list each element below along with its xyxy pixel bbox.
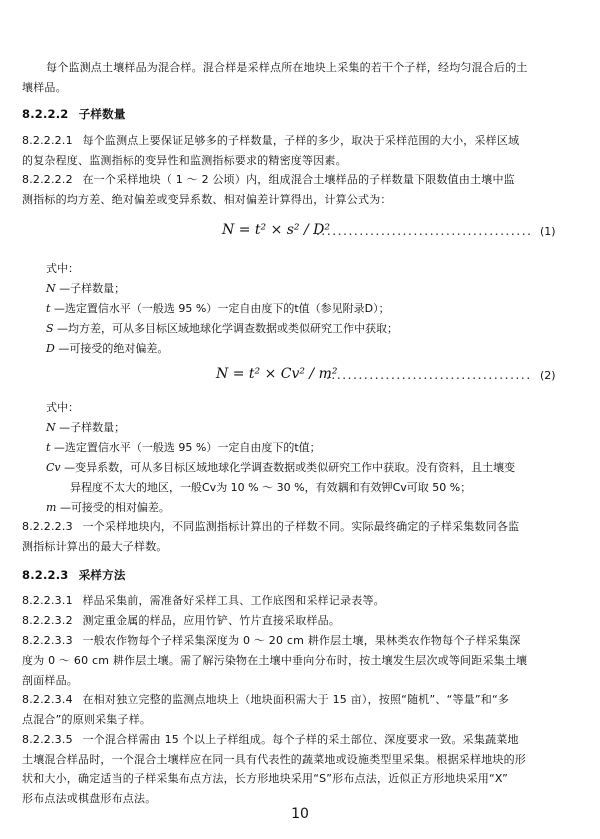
clause-text: 一般农作物每个子样采集深度为 0 ～ 20 cm 耕作层土壤，果林类农作物每个子样采集深 (82, 634, 521, 647)
symbol: N (46, 282, 56, 295)
intro-line-2: 壤样品。 (22, 81, 67, 94)
clause-8-2-2-2-3-line-2: 测指标计算出的最大子样数。 (22, 540, 168, 553)
symbol: D (46, 342, 55, 355)
section-title: 子样数量 (78, 107, 126, 121)
clause-8-2-2-2-2-line-2: 测指标的均方差、绝对偏差或变异系数、相对偏差计算得出，计算公式为： (22, 193, 392, 206)
clause-number: 8.2.2.3.2 (22, 614, 73, 627)
clause-text: 测定重金属的样品，应用竹铲、竹片直接采取样品。 (82, 614, 341, 627)
clause-text: 一个混合样需由 15 个以上子样组成。每个子样的采土部位、深度要求一致。采集蔬菜地 (82, 733, 519, 746)
where1-item-S (46, 319, 398, 339)
where2-item-Cv-continued: 异程度不太大的地区，一般Cv为 10 % ～ 30 %，有效耦和有效钾Cv可取 50 %； (70, 481, 472, 494)
clause-number: 8.2.2.3.3 (22, 634, 73, 647)
definition: —可接受的相对偏差。 (59, 501, 170, 514)
formula-1-number: (1) (540, 225, 556, 238)
clause-8-2-2-2-2-line-1 (22, 170, 577, 190)
definition: —变异系数，可从多目标区域地球化学调查数据或类似研究工作中获取。没有资料，且土壤变 (64, 461, 516, 474)
clause-8-2-2-3-4-line-1 (22, 690, 577, 710)
clause-8-2-2-3-4-line-2: 点混合”的原则采集子样。 (22, 713, 152, 726)
clause-8-2-2-3-5-line-1 (22, 730, 577, 750)
symbol: Cv (46, 461, 61, 474)
where-label-1: 式中： (46, 262, 79, 275)
definition: —子样数量； (59, 282, 126, 295)
where2-item-N (46, 418, 125, 438)
formula-2-leader: ...................................... (326, 368, 532, 382)
symbol: m (46, 501, 57, 514)
definition: —均方差，可从多目标区域地球化学调查数据或类似研究工作中获取； (57, 322, 399, 335)
clause-number: 8.2.2.3.4 (22, 693, 73, 706)
clause-text: 每个监测点上要保证足够多的子样数量，子样的多少，取决于采样范围的大小，采样区域 (82, 134, 520, 147)
formula-2-number: (2) (540, 369, 556, 382)
where1-item-N (46, 279, 125, 299)
clause-number: 8.2.2.3.1 (22, 594, 73, 607)
clause-text: 一个采样地块内，不同监测指标计算出的子样数不同。实际最终确定的子样采集数同各监 (82, 520, 520, 533)
clause-8-2-2-3-2 (22, 611, 577, 631)
clause-number: 8.2.2.2.3 (22, 520, 73, 533)
formula-2: N = t² × Cv² / m² (216, 366, 338, 382)
clause-number: 8.2.2.2.2 (22, 173, 73, 186)
clause-number: 8.2.2.3.5 (22, 733, 73, 746)
where2-item-t (46, 438, 321, 458)
section-title: 采样方法 (78, 568, 126, 582)
where1-item-D (46, 339, 168, 359)
section-number: 8.2.2.3 (22, 568, 69, 582)
clause-8-2-2-2-3-line-1 (22, 517, 577, 537)
section-number: 8.2.2.2 (22, 107, 69, 121)
clause-8-2-2-2-1-line-1 (22, 131, 577, 151)
symbol: S (46, 322, 54, 335)
definition: —可接受的绝对偏差。 (58, 342, 169, 355)
definition: —选定置信水平（一般选 95 %）一定自由度下的t值（参见附录D）； (53, 302, 390, 315)
clause-text: 样品采集前，需准备好采样工具、工作底图和采样记录表等。 (82, 594, 385, 607)
section-heading-8-2-2-3 (22, 565, 577, 585)
clause-8-2-2-3-5-line-3: 状和大小，确定适当的子样采集布点方法，长方形地块采用“S”形布点法，近似正方形地块采用“X” (22, 772, 509, 785)
clause-text: 在相对独立完整的监测点地块上（地块面积需大于 15 亩），按照“随机”、“等量”和“多 (82, 693, 510, 706)
where2-item-Cv (46, 458, 515, 478)
symbol: t (46, 441, 51, 454)
intro-line-1: 每个监测点土壤样品为混合样。混合样是采样点所在地块上采集的若干个子样，经均匀混合后的土 (46, 61, 528, 74)
definition: —选定置信水平（一般选 95 %）一定自由度下的t值； (53, 441, 321, 454)
formula-1: N = t² × s² / D² (222, 222, 331, 238)
symbol: t (46, 302, 51, 315)
where1-item-t (46, 299, 390, 319)
clause-8-2-2-3-5-line-4: 形布点法或棋盘形布点法。 (22, 792, 157, 805)
clause-8-2-2-3-1 (22, 591, 577, 611)
clause-text: 在一个采样地块（ 1 ～ 2 公顷）内，组成混合土壤样品的子样数量下限数值由土壤中监 (82, 173, 515, 186)
clause-8-2-2-3-3-line-2: 度为 0 ～ 60 cm 耕作层土壤。需了解污染物在土壤中垂向分布时，按土壤发生层次或等间距采集土壤 (22, 654, 528, 667)
clause-number: 8.2.2.2.1 (22, 134, 73, 147)
clause-8-2-2-3-5-line-2: 土壤混合样品时，一个混合土壤样应在同一具有代表性的蔬菜地或设施类型里采集。根据采样地块的形 (22, 753, 526, 766)
where-label-2: 式中： (46, 401, 79, 414)
symbol: N (46, 421, 56, 434)
page-number: 10 (291, 806, 309, 822)
formula-1-leader: ........................................ (316, 224, 533, 238)
clause-8-2-2-3-3-line-1 (22, 631, 577, 651)
clause-8-2-2-2-1-line-2: 的复杂程度、监测指标的变异性和监测指标要求的精密度等因素。 (22, 154, 347, 167)
section-heading-8-2-2-2 (22, 104, 577, 124)
definition: —子样数量； (59, 421, 126, 434)
where2-item-m (46, 498, 170, 518)
clause-8-2-2-3-3-line-3: 剖面样品。 (22, 674, 78, 687)
